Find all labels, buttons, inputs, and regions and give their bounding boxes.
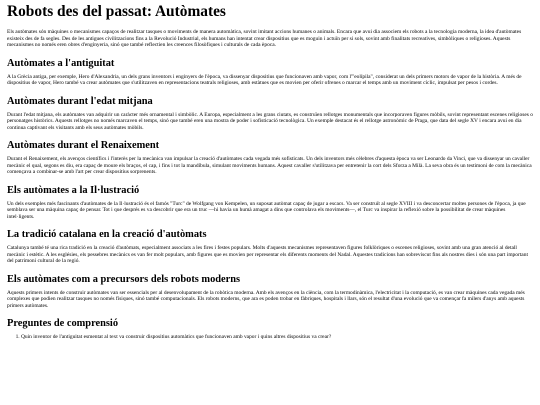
section-heading-catalan-tradition: La tradició catalana en la creació d'autòmats bbox=[7, 229, 207, 240]
section-text-middle-ages: Durant l'edat mitjana, els autòmates van adquirir un caràcter més ornamental i simbòlic. A Europa, especialment a les grans ciutats, es construïen rellotges monumentals que incorporaven figures mòbils, sovint representant escenes religioses o personatges històrics. Aquests rellotges no només marcaven el temps, sinó que també eren una mostra de poder i sofisticació tecnològica. Un exemple destacat és el rellotge astronòmic de Praga, que data del segle XV i encara avui en dia continua captivant els visitants amb els seus autòmates mòbils. bbox=[7, 111, 533, 131]
section-text-renaissance: Durant el Renaixement, els avenços científics i l'interès per la mecànica van impulsar la creació d'autòmates cada vegada més sofisticats. Un dels inventors més cèlebres d'aquesta època va ser Leonardo da Vinci, que va dissenyar un cavaller mecànic el qual, segons es diu, era capaç de moure els braços, el cap, i fins i tot la mandíbula, simulant moviments humans. Aquest cavaller s'utilitzava per entretenir la cort dels Sforza a Milà. La seva obra és un testimoni de com la mecànica començava a combinar-se amb l'art per crear dispositius sorprenents. bbox=[7, 156, 532, 175]
section-heading-antiquity: Autòmates a l'antiguitat bbox=[7, 57, 115, 69]
section-text-antiquity: A la Grècia antiga, per exemple, Hero d'Alexandria, un dels grans inventors i enginyers de l'època, va dissenyar dispositius que funcionaven amb vapor, com l'"eolípila", considerat un dels primers motors de vapor de la història. A més de dispositius de vapor, Hero també va crear autòmates que s'utilitzaven en representacions teatrals religioses, amb estàtues que es movien per oferir ofrenes o marcar el temps amb un moviment cíclic, impulsat per pesos i cordes. bbox=[7, 73, 522, 86]
questions-list bbox=[7, 334, 533, 341]
section-heading-renaissance: Autòmates durant el Renaixement bbox=[7, 140, 160, 151]
section-text-modern-robots: Aquests primers intents de construir autòmates van ser essencials per al desenvolupament de la robòtica moderna. Amb els avenços en la ciència, com la termodinàmica, l'electricitat i la computació, es van crear màquines cada vegada més complexes que podien realitzar tasques no només físiques, sinó també computacionals. Els robots moderns, que ara es poden trobar en fàbriques, hospitals i llars, són el resultat d'una evolució que va començar fa milers d'anys amb aquests primers autòmates. bbox=[7, 289, 525, 309]
question-item: 1. Quin inventor de l'antiguitat esmentat al text va construir dispositius automàtics que funcionaven amb vapor i quins altres dispositius va crear? bbox=[21, 334, 533, 341]
page-title: Robots des del passat: Autòmates bbox=[7, 3, 226, 20]
section-text-catalan-tradition: Catalunya també té una rica tradició en la creació d'autòmats, especialment associats a les fires i festes populars. Molts d'aquests mecanismes representaven figures folklòriques o escenes religioses, sovint amb una gran atenció al detall mecànic i estètic. A les esglésies, els pessebres mecànics es van fer molt populars, amb figures que es movien per representar els diferents moments del Nadal. Aquestes tradicions han sobreviscut fins als nostres dies i són una part important del patrimoni cultural de la regió. bbox=[7, 245, 528, 264]
intro-paragraph: Els autòmates són màquines o mecanismes capaços de realitzar tasques o moviments de manera automàtica, sovint imitant accions humanes o animals. Encara que avui dia associem els robots a la tecnologia moderna, la idea d'autòmates existeix des de fa segles. Des de les antigues civilitzacions fins a la Revolució Industrial, els humans han intentat crear dispositius que es moguin i actuïn per si sols, sovint amb finalitats recreatives, simbòliques o religioses. Aquests mecanismes no només eren obres d'enginyeria, sinó que també reflectien les creences filosòfiques i culturals de cada època. bbox=[7, 29, 522, 48]
section-heading-questions: Preguntes de comprensió bbox=[7, 318, 119, 329]
section-heading-modern-robots: Els autòmates com a precursors dels robots moderns bbox=[7, 273, 241, 285]
section-heading-middle-ages: Autòmates durant l'edat mitjana bbox=[7, 95, 153, 107]
section-heading-enlightenment: Els autòmates a la Il·lustració bbox=[7, 184, 140, 196]
section-text-enlightenment: Un dels exemples més fascinants d'autòmates de la Il·lustració és el famós "Turc" de Wolfgang von Kempelen, un suposat autòmat capaç de jugar a escacs. Va ser construït al segle XVIII i va desconcertar moltes persones de l'època, ja que semblava ser una màquina capaç de pensar. Tot i que després es va descobrir que era un truc —hi havia un humà amagat a dins que controlava els moviments—, el Turc va inspirar la reflexió sobre la possibilitat de crear màquines intel·ligents. bbox=[7, 200, 526, 220]
